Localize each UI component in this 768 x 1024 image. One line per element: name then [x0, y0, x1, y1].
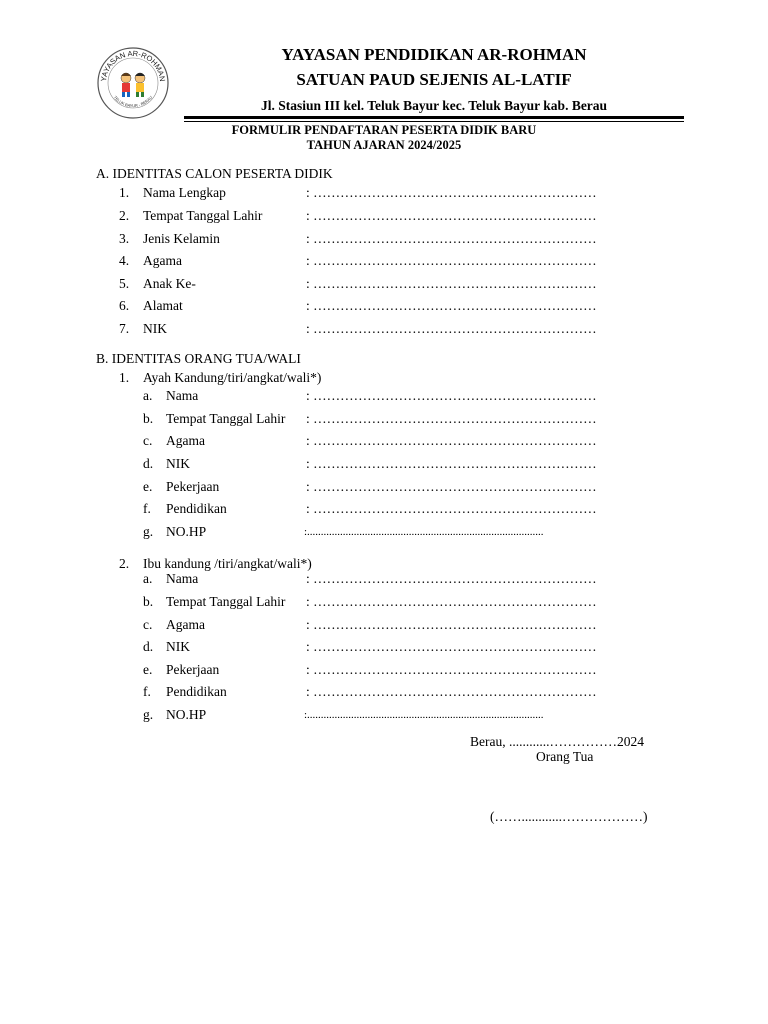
header-rule-thick [184, 116, 684, 119]
fill-in-line[interactable]: : ……………………………………………………… [306, 253, 597, 268]
field-label: Pekerjaan [166, 662, 220, 677]
field-label: Nama Lengkap [143, 185, 226, 200]
row-letter: f. [143, 684, 151, 699]
academic-year: TAHUN AJARAN 2024/2025 [306, 138, 462, 152]
row-letter: c. [143, 433, 153, 448]
row-letter: b. [143, 411, 154, 426]
signature-role: Orang Tua [536, 749, 594, 764]
field-label: Agama [143, 253, 182, 268]
field-label: Pendidikan [166, 684, 227, 699]
row-letter: e. [143, 662, 153, 677]
row-number: 5. [119, 276, 130, 291]
fill-in-line[interactable]: :...................................................................................... [304, 709, 544, 721]
field-label: NIK [166, 639, 190, 654]
fill-in-line[interactable]: : ……………………………………………………… [306, 501, 597, 516]
row-letter: b. [143, 594, 154, 609]
fill-in-line[interactable]: : ……………………………………………………… [306, 231, 597, 246]
section-b-heading: B. IDENTITAS ORANG TUA/WALI [96, 351, 301, 366]
row-letter: c. [143, 617, 153, 632]
mother-number: 2. [119, 556, 130, 571]
fill-in-line[interactable]: : ……………………………………………………… [306, 479, 597, 494]
fill-in-line[interactable]: : ……………………………………………………… [306, 388, 597, 403]
header-rule-thin [184, 121, 684, 122]
row-number: 6. [119, 298, 130, 313]
foundation-name: YAYASAN PENDIDIKAN AR-ROHMAN [281, 45, 587, 64]
field-label: Anak Ke- [143, 276, 196, 291]
row-letter: g. [143, 707, 154, 722]
row-letter: f. [143, 501, 151, 516]
row-letter: a. [143, 571, 153, 586]
field-label: Agama [166, 617, 205, 632]
field-label: NO.HP [166, 707, 207, 722]
row-number: 1. [119, 185, 130, 200]
field-label: Pekerjaan [166, 479, 220, 494]
field-label: Tempat Tanggal Lahir [166, 411, 286, 426]
row-number: 3. [119, 231, 130, 246]
field-label: Alamat [143, 298, 183, 313]
mother-heading: Ibu kandung /tiri/angkat/wali*) [143, 556, 312, 571]
father-heading: Ayah Kandung/tiri/angkat/wali*) [143, 370, 322, 385]
father-number: 1. [119, 370, 130, 385]
fill-in-line[interactable]: : ……………………………………………………… [306, 411, 597, 426]
fill-in-line[interactable]: : ……………………………………………………… [306, 594, 597, 609]
field-label: Nama [166, 388, 199, 403]
fill-in-line[interactable]: : ……………………………………………………… [306, 571, 597, 586]
row-letter: d. [143, 456, 154, 471]
logo-arc-text: YAYASAN AR-ROHMAN [98, 48, 168, 83]
field-label: Tempat Tanggal Lahir [143, 208, 263, 223]
field-label: NIK [143, 321, 167, 336]
school-address: Jl. Stasiun III kel. Teluk Bayur kec. Teluk Bayur kab. Berau [260, 98, 608, 113]
field-label: Pendidikan [166, 501, 227, 516]
section-a-heading: A. IDENTITAS CALON PESERTA DIDIK [96, 166, 333, 181]
fill-in-line[interactable]: : ……………………………………………………… [306, 456, 597, 471]
field-label: Agama [166, 433, 205, 448]
row-number: 4. [119, 253, 130, 268]
fill-in-line[interactable]: : ……………………………………………………… [306, 639, 597, 654]
school-name: SATUAN PAUD SEJENIS AL-LATIF [296, 70, 572, 89]
fill-in-line[interactable]: : ……………………………………………………… [306, 208, 597, 223]
field-label: NIK [166, 456, 190, 471]
fill-in-line[interactable]: : ……………………………………………………… [306, 662, 597, 677]
fill-in-line[interactable]: : ……………………………………………………… [306, 617, 597, 632]
fill-in-line[interactable]: : ……………………………………………………… [306, 185, 597, 200]
row-number: 7. [119, 321, 130, 336]
field-label: Nama [166, 571, 199, 586]
form-title: FORMULIR PENDAFTARAN PESERTA DIDIK BARU [231, 123, 537, 137]
row-number: 2. [119, 208, 130, 223]
fill-in-line[interactable]: : ……………………………………………………… [306, 321, 597, 336]
fill-in-line[interactable]: : ……………………………………………………… [306, 298, 597, 313]
fill-in-line[interactable]: : ……………………………………………………… [306, 276, 597, 291]
logo-arc-subtext: TELUK BAYUR - BERAU [112, 94, 154, 109]
fill-in-line[interactable]: :...................................................................................... [304, 526, 544, 538]
field-label: NO.HP [166, 524, 207, 539]
row-letter: g. [143, 524, 154, 539]
signature-name-line: (……............………………) [490, 809, 648, 824]
row-letter: d. [143, 639, 154, 654]
row-letter: e. [143, 479, 153, 494]
fill-in-line[interactable]: : ……………………………………………………… [306, 684, 597, 699]
field-label: Jenis Kelamin [143, 231, 220, 246]
place-date: Berau, ............……………2024 [470, 734, 644, 749]
row-letter: a. [143, 388, 153, 403]
yayasan-logo [96, 46, 170, 120]
fill-in-line[interactable]: : ……………………………………………………… [306, 433, 597, 448]
field-label: Tempat Tanggal Lahir [166, 594, 286, 609]
